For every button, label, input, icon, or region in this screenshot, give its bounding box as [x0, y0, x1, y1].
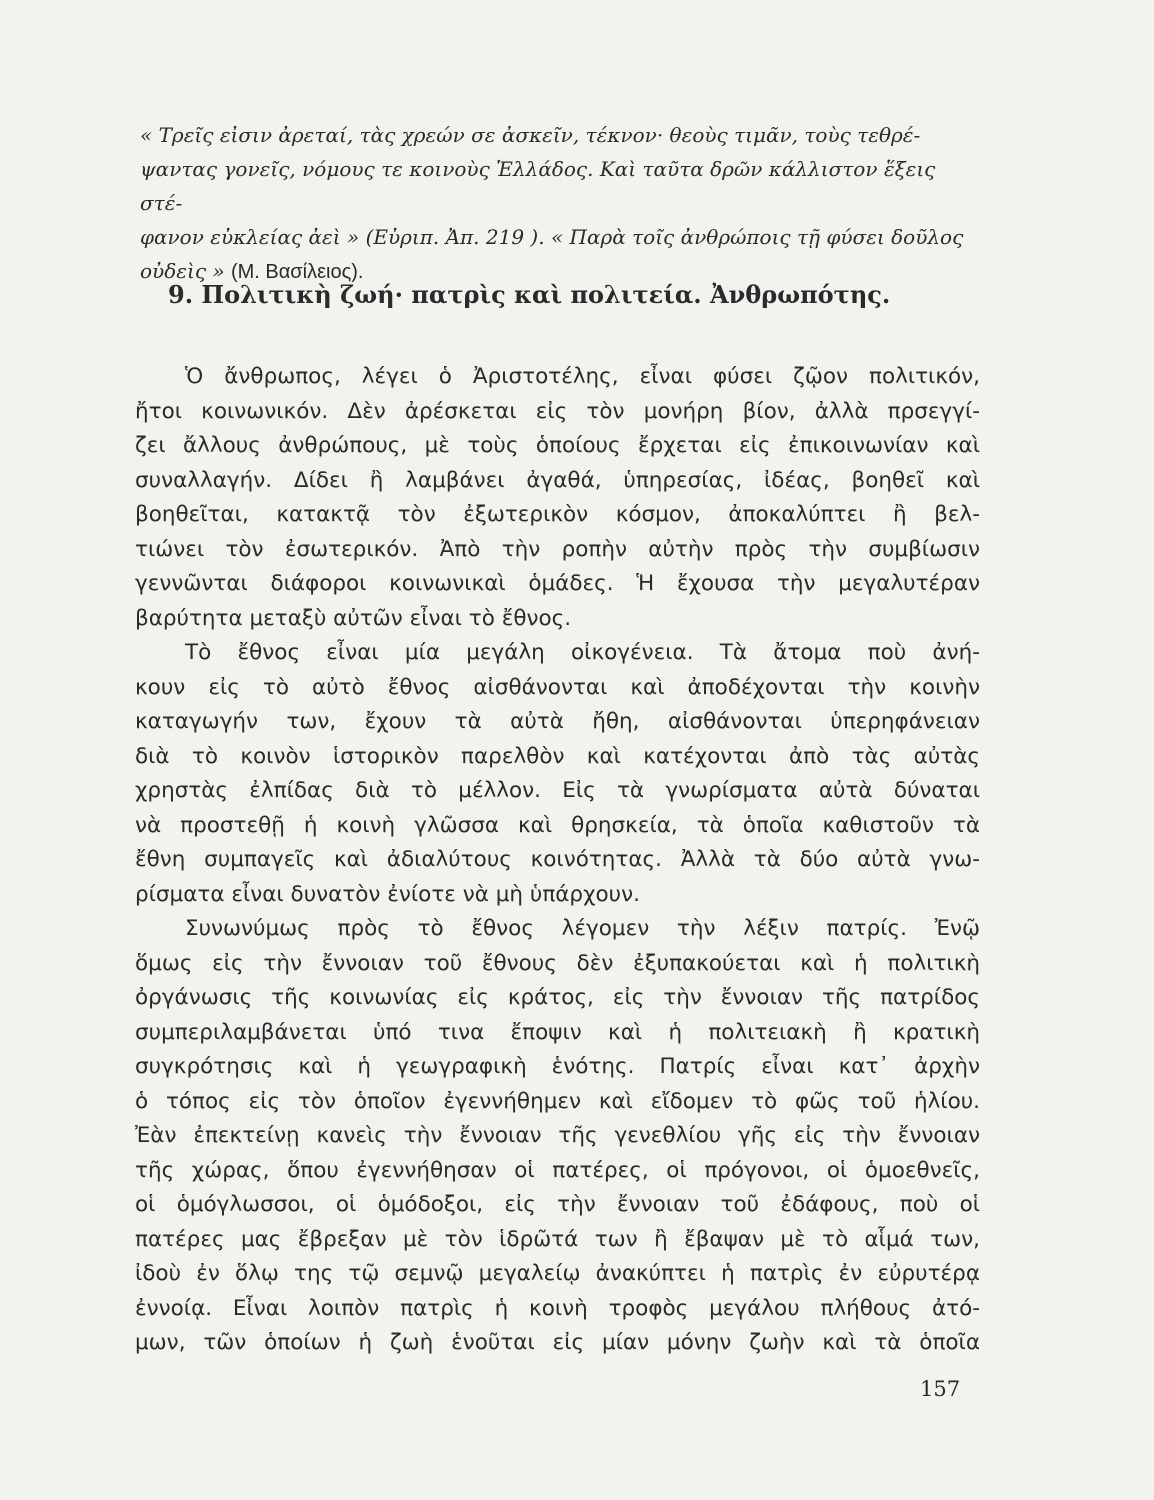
- body-line: πατέρες μας ἔβρεξαν μὲ τὸν ἱδρῶτά των ἢ ἔβαψαν μὲ τὸ αἷμά των,: [135, 1226, 980, 1252]
- body-line: διὰ τὸ κοινὸν ἱστορικὸν παρελθὸν καὶ κατέχονται ἀπὸ τὰς αὐτὰς: [135, 743, 980, 769]
- body-line: ρίσματα εἶναι δυνατὸν ἐνίοτε νὰ μὴ ὑπάρχουν.: [135, 881, 640, 907]
- body-line: ἰδοὺ ἐν ὅλῳ της τῷ σεμνῷ μεγαλείῳ ἀνακύπτει ἡ πατρὶς ἐν εὐρυτέρᾳ: [135, 1261, 980, 1286]
- body-line: ζει ἄλλους ἀνθρώπους, μὲ τοὺς ὁποίους ἔρχεται εἰς ἐπικοινωνίαν καὶ: [135, 433, 980, 458]
- body-line: γεννῶνται διάφοροι κοινωνικαὶ ὁμάδες. Ἡ ἔχουσα τὴν μεγαλυτέραν: [135, 571, 980, 596]
- quote-attribution: (Μ. Βασίλειος).: [230, 261, 364, 283]
- section-heading: 9. Πολιτικὴ ζωή· πατρὶς καὶ πολιτεία. Ἀνθρωπότης.: [168, 280, 891, 309]
- body-line: ὀργάνωσις τῆς κοινωνίας εἰς κράτος, εἰς τὴν ἔννοιαν τῆς πατρίδος: [135, 985, 980, 1010]
- epigraph-quote: [140, 118, 980, 289]
- body-line: ἔθνη συμπαγεῖς καὶ ἀδιαλύτους κοινότητας. Ἀλλὰ τὰ δύο αὐτὰ γνω-: [135, 847, 980, 872]
- body-text: [135, 360, 980, 1361]
- body-line: συναλλαγήν. Δίδει ἢ λαμβάνει ἀγαθά, ὑπηρεσίας, ἰδέας, βοηθεῖ καὶ: [135, 467, 980, 493]
- body-line: βοηθεῖται, κατακτᾷ τὸν ἐξωτερικὸν κόσμον, ἀποκαλύπτει ἢ βελ-: [135, 502, 980, 527]
- body-line: ἐννοίᾳ. Εἶναι λοιπὸν πατρὶς ἡ κοινὴ τροφὸς μεγάλου πλήθους ἀτό-: [135, 1295, 980, 1321]
- page-number: 157: [920, 1377, 961, 1401]
- body-line: Συνωνύμως πρὸς τὸ ἔθνος λέγομεν τὴν λέξιν πατρίς. Ἐνῷ: [185, 916, 980, 941]
- quote-line: ψαντας γονεῖς, νόμους τε κοινοὺς Ἑλλάδος. Καὶ ταῦτα δρῶν κάλλιστον ἕξεις στέ-: [140, 157, 936, 215]
- body-line: ὁ τόπος εἰς τὸν ὁποῖον ἐγεννήθημεν καὶ εἴδομεν τὸ φῶς τοῦ ἡλίου.: [135, 1088, 980, 1114]
- body-line: μων, τῶν ὁποίων ἡ ζωὴ ἑνοῦται εἰς μίαν μόνην ζωὴν καὶ τὰ ὁποῖα: [135, 1330, 980, 1355]
- body-line: τῆς χώρας, ὅπου ἐγεννήθησαν οἱ πατέρες, οἱ πρόγονοι, οἱ ὁμοεθνεῖς,: [135, 1157, 980, 1183]
- body-line: βαρύτητα μεταξὺ αὐτῶν εἶναι τὸ ἔθνος.: [135, 605, 572, 631]
- body-line: χρηστὰς ἐλπίδας διὰ τὸ μέλλον. Εἰς τὰ γνωρίσματα αὐτὰ δύναται: [135, 778, 980, 803]
- body-line: Ἐὰν ἐπεκτείνῃ κανεὶς τὴν ἔννοιαν τῆς γενεθλίου γῆς εἰς τὴν ἔννοιαν: [135, 1123, 980, 1148]
- body-line: συγκρότησις καὶ ἡ γεωγραφικὴ ἑνότης. Πατρίς εἶναι κατ᾽ ἀρχὴν: [135, 1054, 980, 1079]
- body-line: ἤτοι κοινωνικόν. Δὲν ἀρέσκεται εἰς τὸν μονήρη βίον, ἀλλὰ πρσεγγί-: [135, 398, 980, 424]
- body-line: Ὁ ἄνθρωπος, λέγει ὁ Ἀριστοτέλης, εἶναι φύσει ζῷον πολιτικόν,: [185, 364, 980, 389]
- body-line: τιώνει τὸν ἐσωτερικόν. Ἀπὸ τὴν ροπὴν αὐτὴν πρὸς τὴν συμβίωσιν: [135, 536, 980, 562]
- body-line: νὰ προστεθῇ ἡ κοινὴ γλῶσσα καὶ θρησκεία, τὰ ὁποῖα καθιστοῦν τὰ: [135, 812, 980, 838]
- quote-line: « Τρεῖς εἰσιν ἀρεταί, τὰς χρεών σε ἀσκεῖν, τέκνον· θεοὺς τιμᾶν, τοὺς τεθρέ-: [140, 123, 921, 147]
- body-line: οἱ ὁμόγλωσσοι, οἱ ὁμόδοξοι, εἰς τὴν ἔννοιαν τοῦ ἐδάφους, ποὺ οἱ: [135, 1192, 980, 1217]
- body-line: συμπεριλαμβάνεται ὑπό τινα ἔποψιν καὶ ἡ πολιτειακὴ ἢ κρατικὴ: [135, 1019, 980, 1045]
- body-line: κουν εἰς τὸ αὐτὸ ἔθνος αἰσθάνονται καὶ ἀποδέχονται τὴν κοινὴν: [135, 674, 980, 700]
- quote-line: φανον εὐκλείας ἀεὶ » (Εὐριπ. Ἀπ. 219 ). « Παρὰ τοῖς ἀνθρώποις τῇ φύσει δοῦλος: [140, 225, 964, 249]
- body-line: Τὸ ἔθνος εἶναι μία μεγάλη οἰκογένεια. Τὰ ἄτομα ποὺ ἀνή-: [185, 640, 980, 665]
- quote-line: οὐδεὶς »: [140, 259, 225, 283]
- body-line: ὅμως εἰς τὴν ἔννοιαν τοῦ ἔθνους δὲν ἐξυπακούεται καὶ ἡ πολιτικὴ: [135, 950, 980, 976]
- body-line: καταγωγήν των, ἔχουν τὰ αὐτὰ ἤθη, αἰσθάνονται ὑπερηφάνειαν: [135, 709, 980, 734]
